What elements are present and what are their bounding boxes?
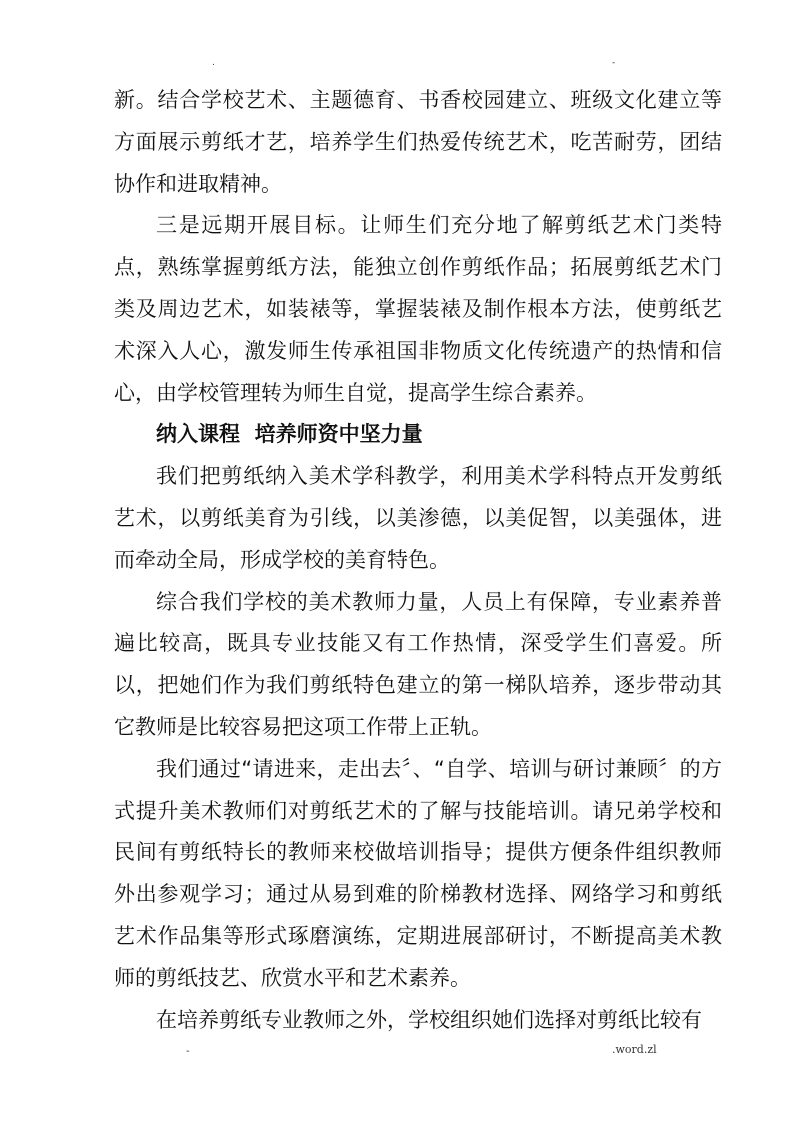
paragraph-curriculum: 我们把剪纸纳入美术学科教学，利用美术学科特点开发剪纸艺术，以剪纸美育为引线，以美渗德，以美促智，以美强体，进而牵动全局，形成学校的美育特色。 <box>114 464 722 572</box>
section-heading: 纳入课程 培养师资中坚力量 <box>156 422 423 447</box>
paragraph-continued: 新。结合学校艺术、主题德育、书香校园建立、班级文化建立等方面展示剪纸才艺，培养学生们热爱传统艺术，吃苦耐劳，团结协作和进取精神。 <box>114 88 722 196</box>
paragraph-training-methods: 我们通过“请进来，走出去〞、“自学、培训与研讨兼顾〞的方式提升美术教师们对剪纸艺术的了解与技能培训。请兄弟学校和民间有剪纸特长的教师来校做培训指导；提供方便条件组织教师外出参观学习；通过从易到难的阶梯教材选择、网络学习和剪纸艺术作品集等形式琢磨演练，定期进展部研讨，不断提高美术教师的剪纸技艺、欣赏水平和艺术素养。 <box>114 756 722 990</box>
paragraph-teacher-strength: 综合我们学校的美术教师力量，人员上有保障，专业素养普遍比较高，既具专业技能又有工作热情，深受学生们喜爱。所以，把她们作为我们剪纸特色建立的第一梯队培养，逐步带动其它教师是比较容易把这项工作带上正轨。 <box>114 589 722 739</box>
header-right-mark: - <box>612 58 616 68</box>
footer-left-mark: - <box>186 1046 190 1057</box>
document-body <box>114 80 722 1041</box>
paragraph-long-term-goal: 三是远期开展目标。让师生们充分地了解剪纸艺术门类特点，熟练掌握剪纸方法，能独立创作剪纸作品；拓展剪纸艺术门类及周边艺术，如装裱等，掌握装裱及制作根本方法，使剪纸艺术深入人心，激发师生传承祖国非物质文化传统遗产的热情和信心，由学校管理转为师生自觉，提高学生综合素养。 <box>114 213 722 405</box>
footer-watermark-text: .word.zl <box>612 1043 657 1056</box>
paragraph-beyond-teachers: 在培养剪纸专业教师之外，学校组织她们选择对剪纸比较有 <box>156 1007 702 1032</box>
header-left-mark: . <box>212 58 215 68</box>
